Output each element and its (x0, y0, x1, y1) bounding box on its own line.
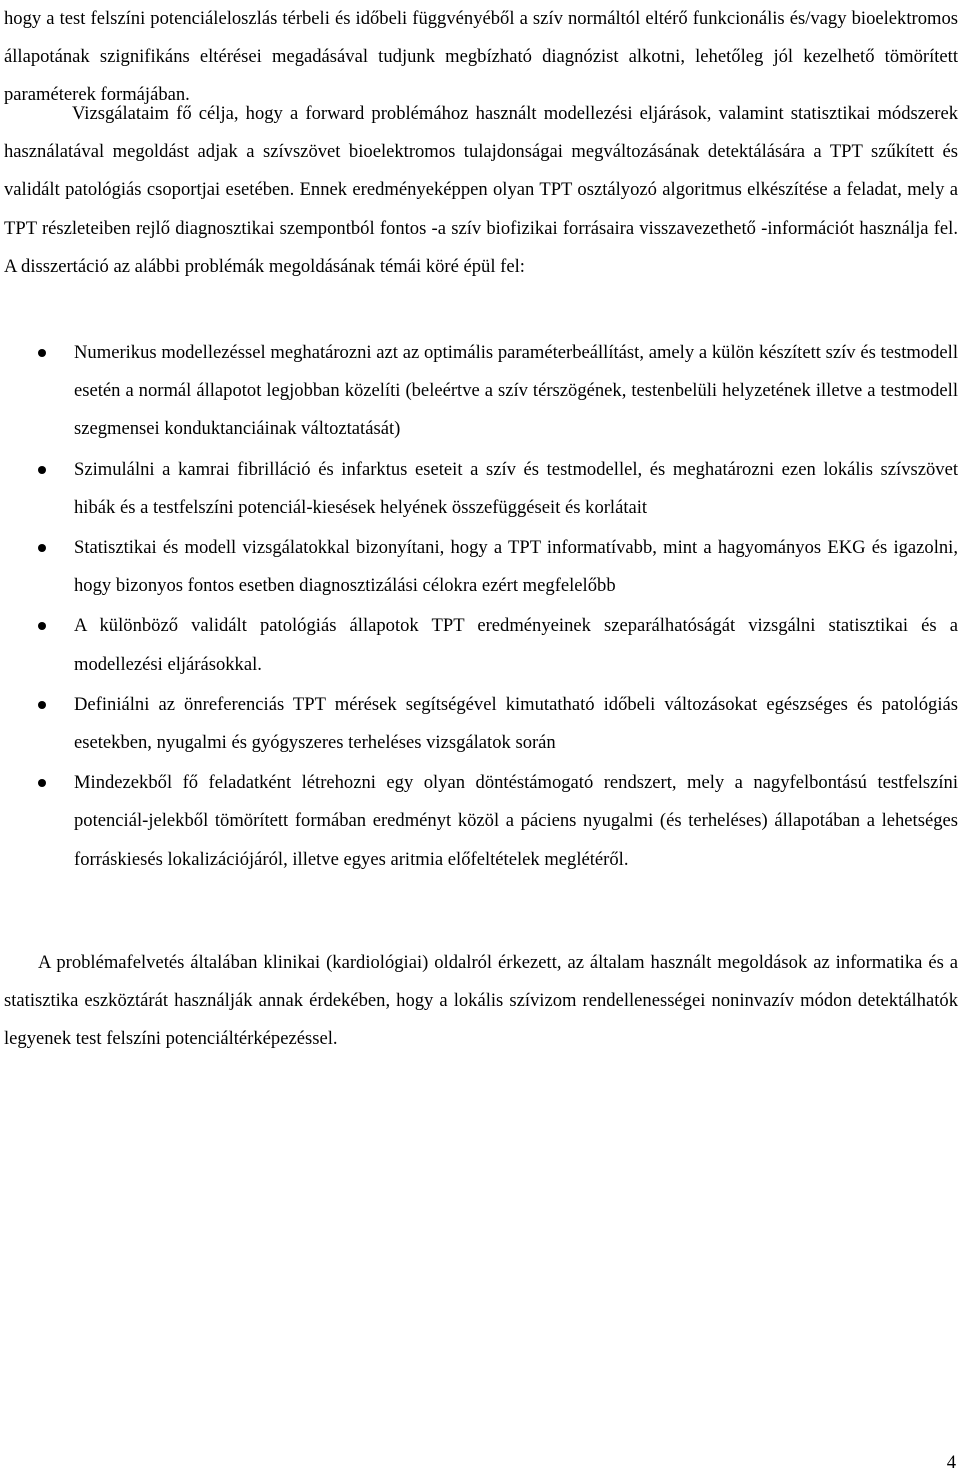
bullet-icon (38, 544, 46, 552)
problem-list (4, 334, 958, 881)
final-paragraph: A problémafelvetés általában klinikai (kardiológiai) oldalról érkezett, az általam használt megoldások az informatika és a statisztika eszköztárát használják annak érdekében, hogy a lokális szívizom rendellenességei noninvazív módon detektálhatók legyenek test felszíni potenciáltérképezéssel. (4, 952, 958, 1050)
list-item (4, 607, 958, 683)
bullet-icon (38, 349, 46, 357)
intro-paragraph: hogy a test felszíni potenciáleloszlás térbeli és időbeli függvényéből a szív normáltól eltérő funkcionális és/vagy bioelektromos állapotának szignifikáns eltérései megadásával tudjunk megbízható diagnózist alkotni, lehetőleg jól kezelhető tömörített paraméterek formájában. (4, 8, 958, 106)
bullet-icon (38, 701, 46, 709)
list-item-text: Definiálni az önreferenciás TPT mérések segítségével kimutatható időbeli változásokat egészséges és patológiás esetekben, nyugalmi és gyógyszeres terheléses vizsgálatok során (74, 693, 958, 754)
bullet-icon (38, 466, 46, 474)
list-item-text: Szimulálni a kamrai fibrilláció és infarktus eseteit a szív és testmodellel, és meghatározni ezen lokális szívszövet hibák és a testfelszíni potenciál-kiesések helyének összefüggéseit és korlátait (74, 458, 958, 518)
list-item-text: Numerikus modellezéssel meghatározni azt az optimális paraméterbeállítást, amely a külön készített szív és testmodell esetén a normál állapotot legjobban közelíti (beleértve a szív térszögének, testenbelüli helyzetének illetve a testmodell szegmensei konduktanciáinak változtatását) (74, 342, 958, 440)
list-item (4, 334, 958, 449)
bullet-icon (38, 622, 46, 630)
list-item-text: Mindezekből fő feladatként létrehozni egy olyan döntéstámogató rendszert, mely a nagyfelbontású testfelszíni potenciál-jelekből tömörített formában eredményt közöl a páciens nyugalmi (és terheléses) állapotában a lehetséges forráskiesés lokalizációjáról, illetve egyes aritmia előfeltételek meglétéről. (74, 772, 958, 870)
list-item (4, 686, 958, 762)
list-item (4, 529, 958, 605)
list-item (4, 451, 958, 527)
page-number: 4 (946, 1452, 956, 1473)
list-item-text: Statisztikai és modell vizsgálatokkal bizonyítani, hogy a TPT informatívabb, mint a hagyományos EKG és igazolni, hogy bizonyos fontos esetben diagnosztizálási célokra ezért megfelelőbb (74, 537, 958, 597)
bullet-icon (38, 779, 46, 787)
list-item-text: A különböző validált patológiás állapotok TPT eredményeinek szeparálhatóságát vizsgálni statisztikai és a modellezési eljárásokkal. (74, 615, 958, 675)
aim-paragraph: Vizsgálataim fő célja, hogy a forward problémához használt modellezési eljárások, valamint statisztikai módszerek használatával megoldást adjak a szívszövet bioelektromos tulajdonságai megváltozásának detektálására a TPT szűkített és validált patológiás csoportjai esetében. Ennek eredményeképpen olyan TPT osztályozó algoritmus elkészítése a feladat, mely a TPT részleteiben rejlő diagnosztikai szempontból fontos -a szív biofizikai forrásaira visszavezethető -információt használja fel. A disszertáció az alábbi problémák megoldásának témái köré épül fel: (4, 103, 958, 277)
list-item (4, 764, 958, 879)
